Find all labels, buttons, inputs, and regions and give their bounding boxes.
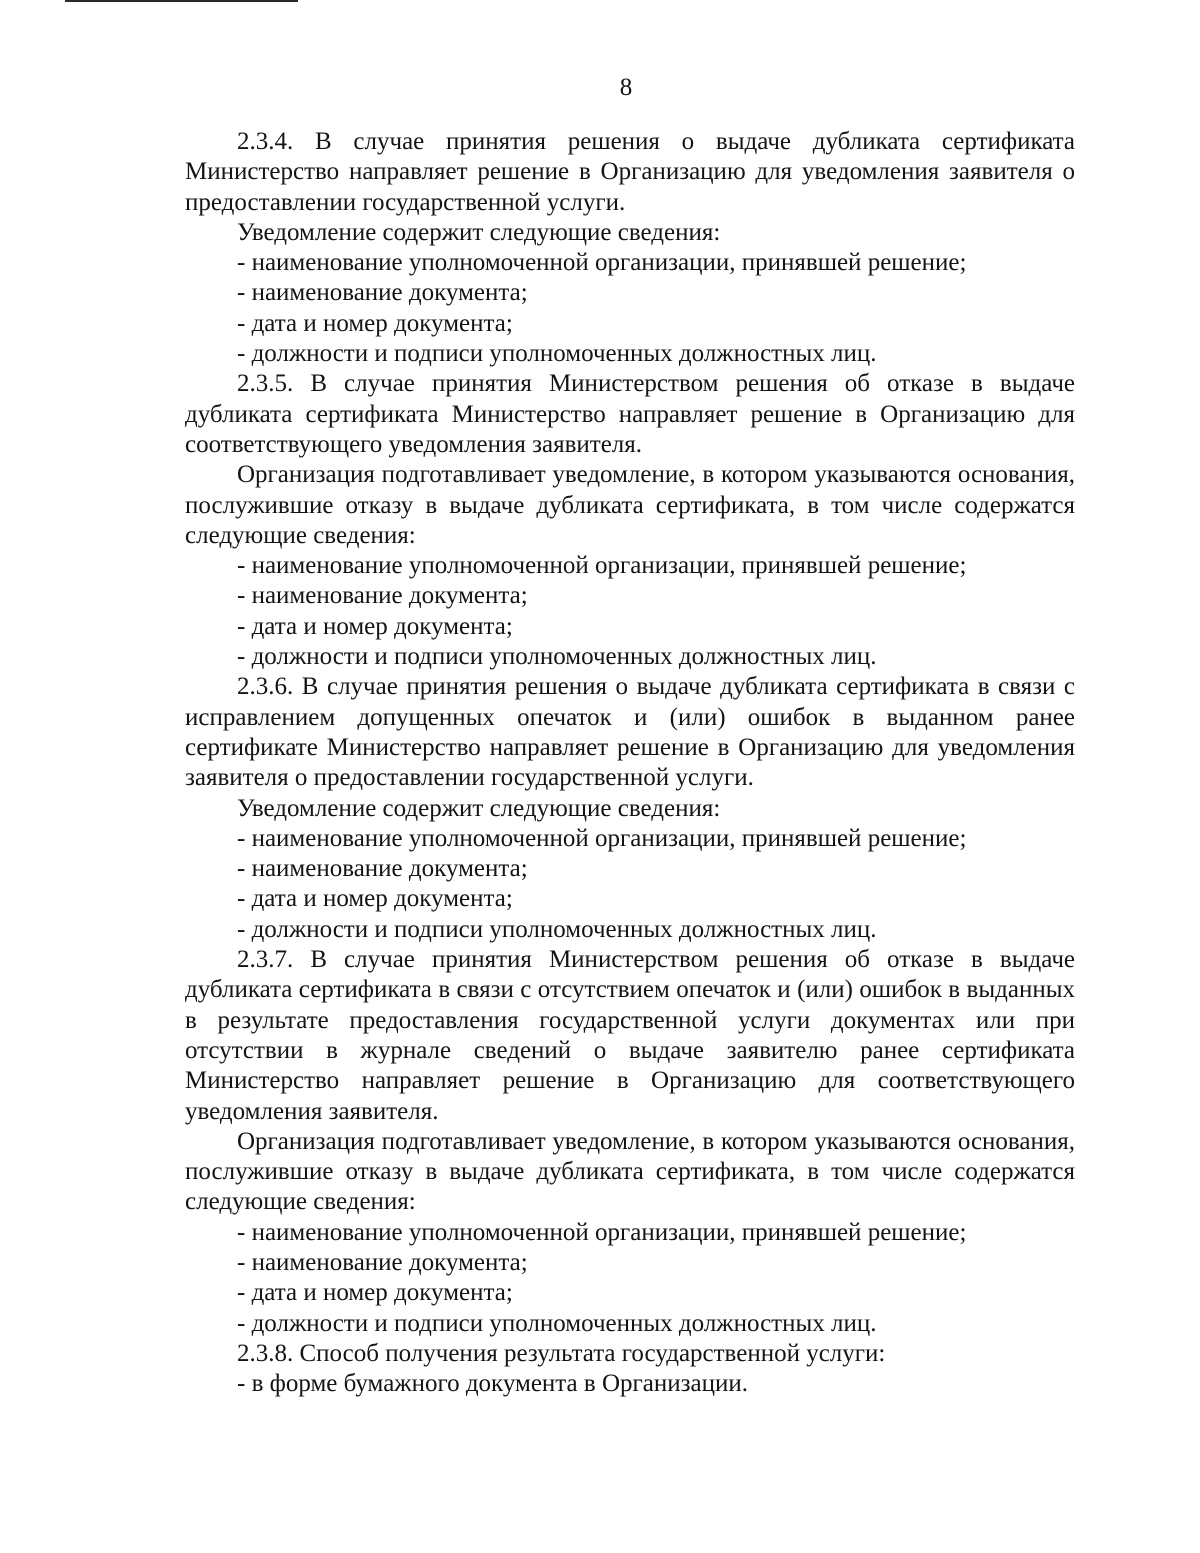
paragraph: Организация подготавливает уведомление, в котором указываются основания, послужившие отказу в выдаче дубликата сертификата, в том числе содержатся следующие сведения: <box>185 1127 1075 1216</box>
list-item: - наименование уполномоченной организации, принявшей решение; <box>237 249 967 277</box>
list-item: - дата и номер документа; <box>237 612 513 640</box>
list-item: - наименование документа; <box>237 582 528 610</box>
list-item: Уведомление содержит следующие сведения: <box>237 794 721 822</box>
list-item: - дата и номер документа; <box>237 885 513 913</box>
list-item: - наименование уполномоченной организации, принявшей решение; <box>237 552 967 580</box>
list-item: Уведомление содержит следующие сведения: <box>237 218 721 246</box>
list-item: - должности и подписи уполномоченных должностных лиц. <box>237 643 877 671</box>
list-item: - наименование документа; <box>237 1248 528 1276</box>
paragraph: 2.3.7. В случае принятия Министерством решения об отказе в выдаче дубликата сертификата в связи с отсутствием опечаток и (или) ошибок в выданных в результате предоставления государственной услуги документах или при отсутствии в журнале сведений о выдаче заявителю ранее сертификата Министерство направляет решение в Организацию для соответствующего уведомления заявителя. <box>185 946 1075 1125</box>
list-item: - наименование уполномоченной организации, принявшей решение; <box>237 824 967 852</box>
list-item: - должности и подписи уполномоченных должностных лиц. <box>237 1309 877 1337</box>
paragraph: 2.3.6. В случае принятия решения о выдаче дубликата сертификата в связи с исправлением допущенных опечаток и (или) ошибок в выданном ранее сертификате Министерство направляет решение в Организацию для уведомления заявителя о предоставлении государственной услуги. <box>185 673 1075 792</box>
list-item: - дата и номер документа; <box>237 309 513 337</box>
list-item: - должности и подписи уполномоченных должностных лиц. <box>237 340 877 368</box>
list-item: - наименование документа; <box>237 855 528 883</box>
page-number: 8 <box>619 74 633 101</box>
paragraph: 2.3.4. В случае принятия решения о выдаче дубликата сертификата <box>237 128 1075 155</box>
paragraph: Организация подготавливает уведомление, в котором указываются основания, послужившие отказу в выдаче дубликата сертификата, в том числе содержатся следующие сведения: <box>185 461 1075 549</box>
list-item: - наименование документа; <box>237 279 528 307</box>
list-item: - должности и подписи уполномоченных должностных лиц. <box>237 915 877 943</box>
paragraph: 2.3.5. В случае принятия Министерством решения об отказе в выдаче дубликата сертификата Министерство направляет решение в Организацию для соответствующего уведомления заявителя. <box>185 370 1075 458</box>
list-item: - в форме бумажного документа в Организации. <box>237 1370 748 1398</box>
top-rule <box>65 0 298 2</box>
list-item: 2.3.8. Способ получения результата государственной услуги: <box>237 1339 886 1367</box>
document-body <box>185 127 1075 1399</box>
list-item: - наименование уполномоченной организации, принявшей решение; <box>237 1218 967 1246</box>
list-item: - дата и номер документа; <box>237 1279 513 1307</box>
paragraph: Министерство направляет решение в Организацию для уведомления заявителя о предоставлении государственной услуги. <box>185 158 1075 216</box>
